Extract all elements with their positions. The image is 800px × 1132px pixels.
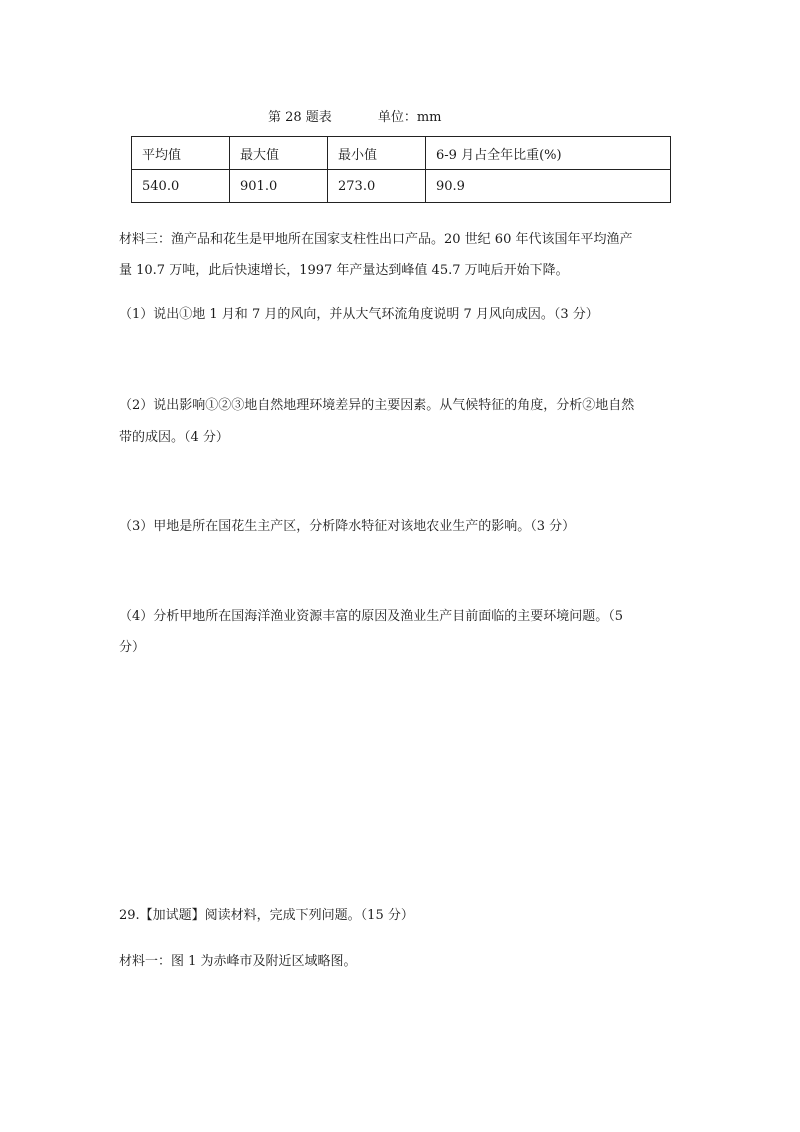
table-header-cell: 最大值	[230, 137, 328, 170]
table-cell: 540.0	[132, 170, 230, 203]
table-header-cell: 平均值	[132, 137, 230, 170]
table-header-row	[132, 137, 671, 170]
question-4-line1: （4）分析甲地所在国海洋渔业资源丰富的原因及渔业生产目前面临的主要环境问题。（5	[119, 609, 624, 624]
material3-line2: 量 10.7 万吨，此后快速增长，1997 年产量达到峰值 45.7 万吨后开始下降。	[119, 263, 569, 278]
question-29-title: 29.【加试题】阅读材料，完成下列问题。（15 分）	[119, 908, 414, 923]
table-title: 第 28 题表	[268, 110, 332, 125]
table-header-cell: 6-9 月占全年比重(%)	[426, 137, 671, 170]
precipitation-table	[131, 136, 671, 203]
question-29-material1: 材料一：图 1 为赤峰市及附近区域略图。	[119, 954, 357, 969]
table-caption	[268, 106, 441, 125]
table-header-cell: 最小值	[328, 137, 426, 170]
table-unit: 单位：mm	[377, 110, 442, 125]
table-cell: 90.9	[426, 170, 671, 203]
material3-line1: 材料三：渔产品和花生是甲地所在国家支柱性出口产品。20 世纪 60 年代该国年平均渔产	[119, 232, 633, 247]
table-cell: 901.0	[230, 170, 328, 203]
table-cell: 273.0	[328, 170, 426, 203]
question-4-line2: 分）	[119, 640, 146, 655]
table-row	[132, 170, 671, 203]
question-2-line2: 带的成因。（4 分）	[119, 430, 229, 445]
question-2-line1: （2）说出影响①②③地自然地理环境差异的主要因素。从气候特征的角度，分析②地自然	[119, 398, 635, 413]
question-1: （1）说出①地 1 月和 7 月的风向，并从大气环流角度说明 7 月风向成因。（3 分）	[119, 307, 599, 322]
question-3: （3）甲地是所在国花生主产区，分析降水特征对该地农业生产的影响。（3 分）	[119, 519, 576, 534]
